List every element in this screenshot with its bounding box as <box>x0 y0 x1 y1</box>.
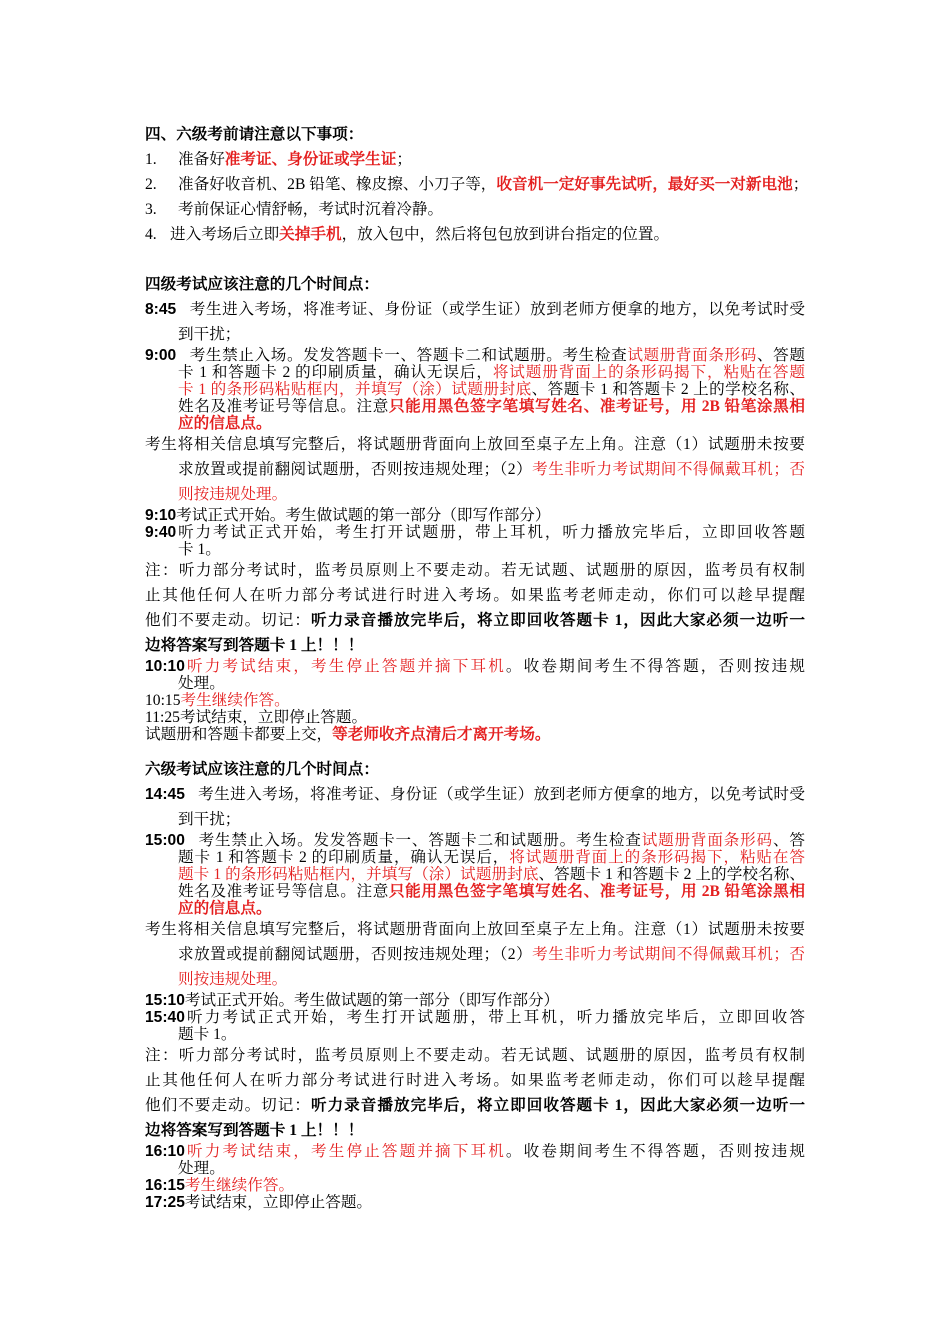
text-line <box>145 917 805 942</box>
list-number: 4. <box>145 226 157 243</box>
time-label: 15:40 <box>145 1009 185 1026</box>
emphasis-text: 则按违规处理。 <box>178 971 288 988</box>
text-run: 听力考试正式开始，考生打开试题册，带上耳机，听力播放完毕后，立即回收答题 <box>176 524 805 541</box>
emphasis-text: 卡 1 的条形码粘贴框内，并填写（涂）试题册封底 <box>178 381 532 398</box>
emphasis-text: 边将答案写到答题卡 1 上！！！ <box>145 637 364 654</box>
list-item <box>145 222 805 247</box>
text-line <box>145 583 805 608</box>
time-label: 10:10 <box>145 658 185 675</box>
emphasis-text: 试题册背面条形码 <box>627 347 757 364</box>
cet4-timeline-section <box>145 272 805 743</box>
text-run: ； <box>396 151 412 168</box>
text-run: 注：听力部分考试时，监考员原则上不要走动。若无试题、试题册的原因，监考员有权制 <box>145 1047 805 1064</box>
time-label: 8:45 <box>145 301 177 318</box>
emphasis-text: 将试题册背面上的条形码揭下，粘贴在答 <box>509 849 805 866</box>
text-line <box>145 1118 805 1143</box>
text-line <box>145 849 805 866</box>
text-run: 题卡 1。 <box>178 1026 237 1043</box>
text-line <box>145 524 805 541</box>
section-heading: 四级考试应该注意的几个时间点： <box>145 276 379 293</box>
text-run: 止其他任何人在听力部分考试进行时进入考场。如果监考老师走动，你们可以趁早提醒 <box>145 1072 805 1089</box>
text-run: 准备好收音机、2B 铅笔、橡皮擦、小刀子等， <box>178 176 497 193</box>
text-run: 试题册和答题卡都要上交， <box>145 726 333 743</box>
text-run: 止其他任何人在听力部分考试进行时进入考场。如果监考老师走动，你们可以趁早提醒 <box>145 587 805 604</box>
text-line <box>145 197 805 222</box>
text-line <box>145 1026 805 1043</box>
emphasis-text: 考生非听力考试期间不得佩戴耳机；否 <box>532 461 805 478</box>
text-run: 考生进入考场，将准考证、身份证（或学生证）放到老师方便拿的地方，以免考试时受 <box>185 301 805 318</box>
text-run: 姓名及准考证号等信息。注意 <box>178 398 389 415</box>
text-line <box>145 608 805 633</box>
text-run: 姓名及准考证号等信息。注意 <box>178 883 389 900</box>
emphasis-text: 题卡 1 的条形码粘贴框内，并填写（涂）试题册封底 <box>178 866 539 883</box>
text-line <box>145 398 805 415</box>
text-run: 、答题卡 1 和答题卡 2 上的学校名称、 <box>538 866 805 883</box>
text-line <box>145 992 805 1009</box>
paragraph <box>145 709 805 726</box>
list-item <box>145 197 805 222</box>
list-number: 1. <box>145 151 157 168</box>
text-run: 考试结束，立即停止答题。 <box>179 709 368 726</box>
text-run: 。收卷期间考生不得答题，否则按违规 <box>505 658 805 675</box>
text-line <box>145 222 805 247</box>
text-run: 听力考试正式开始，考生打开试题册，带上耳机，听力播放完毕后，立即回收答 <box>184 1009 805 1026</box>
text-run: 考生将相关信息填写完整后，将试题册背面向上放回至桌子左上角。注意（1）试题册未按要 <box>145 921 805 938</box>
text-line <box>145 364 805 381</box>
emphasis-text: 听力考试结束，考生停止答题并摘下耳机 <box>184 658 506 675</box>
paragraph <box>145 832 805 917</box>
text-line <box>145 1043 805 1068</box>
text-line <box>145 322 805 347</box>
text-run: 处理。 <box>178 675 225 692</box>
emphasis-text: 只能用黑色签字笔填写姓名、准考证号，用 2B 铅笔涂黑相 <box>388 883 805 900</box>
emphasis-text: 听力考试结束，考生停止答题并摘下耳机 <box>184 1143 506 1160</box>
text-run: 考试正式开始。考生做试题的第一部分（即写作部分） <box>184 992 560 1009</box>
text-run: 卡 1。 <box>178 541 221 558</box>
paragraph <box>145 524 805 558</box>
exam-prep-notes-section <box>145 122 809 247</box>
paragraph <box>145 917 805 992</box>
text-line <box>145 482 805 507</box>
document-body <box>145 122 809 1211</box>
time-label: 9:40 <box>145 524 177 541</box>
text-line <box>145 147 805 172</box>
paragraph <box>145 347 805 432</box>
text-run: 注：听力部分考试时，监考员原则上不要走动。若无试题、试题册的原因，监考员有权制 <box>145 562 805 579</box>
text-run: 、答题卡 1 和答题卡 2 上的学校名称、 <box>531 381 805 398</box>
text-line <box>145 1009 805 1026</box>
text-line <box>145 675 805 692</box>
text-line <box>145 415 805 432</box>
text-run: 、答题 <box>756 347 805 364</box>
text-line <box>145 832 805 849</box>
time-label: 11:25 <box>145 709 180 726</box>
emphasis-text: 应的信息点。 <box>178 900 272 917</box>
text-run: 到干扰； <box>178 811 241 828</box>
text-line <box>145 633 805 658</box>
text-run: 考生将相关信息填写完整后，将试题册背面向上放回至桌子左上角。注意（1）试题册未按要 <box>145 436 805 453</box>
paragraph <box>145 1009 805 1043</box>
text-run: 进入考场后立即 <box>170 226 280 243</box>
emphasis-text: 只能用黑色签字笔填写姓名、准考证号，用 2B 铅笔涂黑相 <box>388 398 805 415</box>
emphasis-text: 则按违规处理。 <box>178 486 288 503</box>
text-run: 题卡 1 和答题卡 2 的印刷质量，确认无误后， <box>178 849 510 866</box>
time-label: 16:15 <box>145 1177 185 1194</box>
text-line <box>145 726 805 743</box>
emphasis-text: 收音机一定好事先试听，最好买一对新电池 <box>496 176 793 193</box>
text-line <box>145 457 805 482</box>
text-line <box>145 558 805 583</box>
text-line <box>145 709 805 726</box>
text-run: 处理。 <box>178 1160 225 1177</box>
text-line <box>145 1143 805 1160</box>
emphasis-text: 考生非听力考试期间不得佩戴耳机；否 <box>532 946 805 963</box>
text-run: ； <box>792 176 809 193</box>
emphasis-text: 等老师收齐点清后才离开考场。 <box>332 726 551 743</box>
list-item <box>145 147 805 172</box>
text-run: 考前保证心情舒畅，考试时沉着冷静。 <box>178 201 444 218</box>
text-run: 到干扰； <box>178 326 241 343</box>
text-run: 考试结束，立即停止答题。 <box>184 1194 373 1211</box>
text-line <box>145 692 805 709</box>
time-label: 17:25 <box>145 1194 185 1211</box>
text-line <box>145 1160 805 1177</box>
emphasis-text: 试题册背面条形码 <box>641 832 773 849</box>
section-heading: 六级考试应该注意的几个时间点： <box>145 761 379 778</box>
time-label: 9:10 <box>145 507 177 524</box>
text-run: 卡 1 和答题卡 2 的印刷质量，确认无误后， <box>178 364 493 381</box>
text-run: 他们不要走动。切记： <box>145 612 311 629</box>
time-label: 14:45 <box>145 786 185 803</box>
paragraph <box>145 1177 805 1194</box>
list-number: 3. <box>145 201 157 218</box>
text-line <box>145 782 805 807</box>
text-run: ，放入包中，然后将包包放到讲台指定的位置。 <box>341 226 670 243</box>
text-line <box>145 297 805 322</box>
paragraph <box>145 1143 805 1177</box>
text-line <box>145 541 805 558</box>
emphasis-text: 准考证、身份证或学生证 <box>224 151 397 168</box>
emphasis-text: 听力录音播放完毕后，将立即回收答题卡 1，因此大家必须一边听一 <box>310 1097 805 1114</box>
text-run: 求放置或提前翻阅试题册，否则按违规处理；（2） <box>178 461 533 478</box>
emphasis-text: 关掉手机 <box>279 226 342 243</box>
list-item <box>145 172 809 197</box>
text-line <box>145 1093 805 1118</box>
text-line <box>145 807 805 832</box>
text-run: 考生进入考场，将准考证、身份证（或学生证）放到老师方便拿的地方，以免考试时受 <box>193 786 805 803</box>
text-line <box>145 967 805 992</box>
text-line <box>145 658 805 675</box>
emphasis-text: 考生继续作答。 <box>180 692 290 709</box>
paragraph <box>145 1194 805 1211</box>
text-run: 考生禁止入场。发发答题卡一、答题卡二和试题册。考生检查 <box>193 832 642 849</box>
paragraph <box>145 558 805 658</box>
paragraph <box>145 658 805 692</box>
emphasis-text: 将试题册背面上的条形码揭下，粘贴在答题 <box>492 364 805 381</box>
text-run: 。收卷期间考生不得答题，否则按违规 <box>505 1143 805 1160</box>
text-line <box>145 866 805 883</box>
text-run: 考生禁止入场。发发答题卡一、答题卡二和试题册。考生检查 <box>185 347 628 364</box>
emphasis-text: 听力录音播放完毕后，将立即回收答题卡 1，因此大家必须一边听一 <box>310 612 805 629</box>
emphasis-text: 考生继续作答。 <box>184 1177 295 1194</box>
time-label: 9:00 <box>145 347 177 364</box>
time-label: 15:10 <box>145 992 185 1009</box>
text-run: 他们不要走动。切记： <box>145 1097 311 1114</box>
text-run: 、答 <box>772 832 805 849</box>
time-label: 16:10 <box>145 1143 185 1160</box>
section-heading: 四、六级考前请注意以下事项： <box>145 126 364 143</box>
paragraph <box>145 726 805 743</box>
emphasis-text: 应的信息点。 <box>178 415 272 432</box>
time-label: 10:15 <box>145 692 181 709</box>
text-run: 考试正式开始。考生做试题的第一部分（即写作部分） <box>176 507 551 524</box>
text-line <box>145 1194 805 1211</box>
paragraph <box>145 507 805 524</box>
list-number: 2. <box>145 176 157 193</box>
text-run: 准备好 <box>178 151 225 168</box>
text-line <box>145 942 805 967</box>
text-line <box>145 507 805 524</box>
text-line <box>145 1177 805 1194</box>
text-line <box>145 900 805 917</box>
text-line <box>145 1068 805 1093</box>
emphasis-text: 边将答案写到答题卡 1 上！！！ <box>145 1122 364 1139</box>
text-line <box>145 883 805 900</box>
cet6-timeline-section <box>145 757 805 1211</box>
text-line <box>145 432 805 457</box>
paragraph <box>145 782 805 832</box>
text-line <box>145 172 809 197</box>
paragraph <box>145 297 805 347</box>
paragraph <box>145 992 805 1009</box>
text-line <box>145 381 805 398</box>
paragraph <box>145 692 805 709</box>
text-run: 求放置或提前翻阅试题册，否则按违规处理；（2） <box>178 946 533 963</box>
text-line <box>145 347 805 364</box>
paragraph <box>145 1043 805 1143</box>
paragraph <box>145 432 805 507</box>
time-label: 15:00 <box>145 832 185 849</box>
